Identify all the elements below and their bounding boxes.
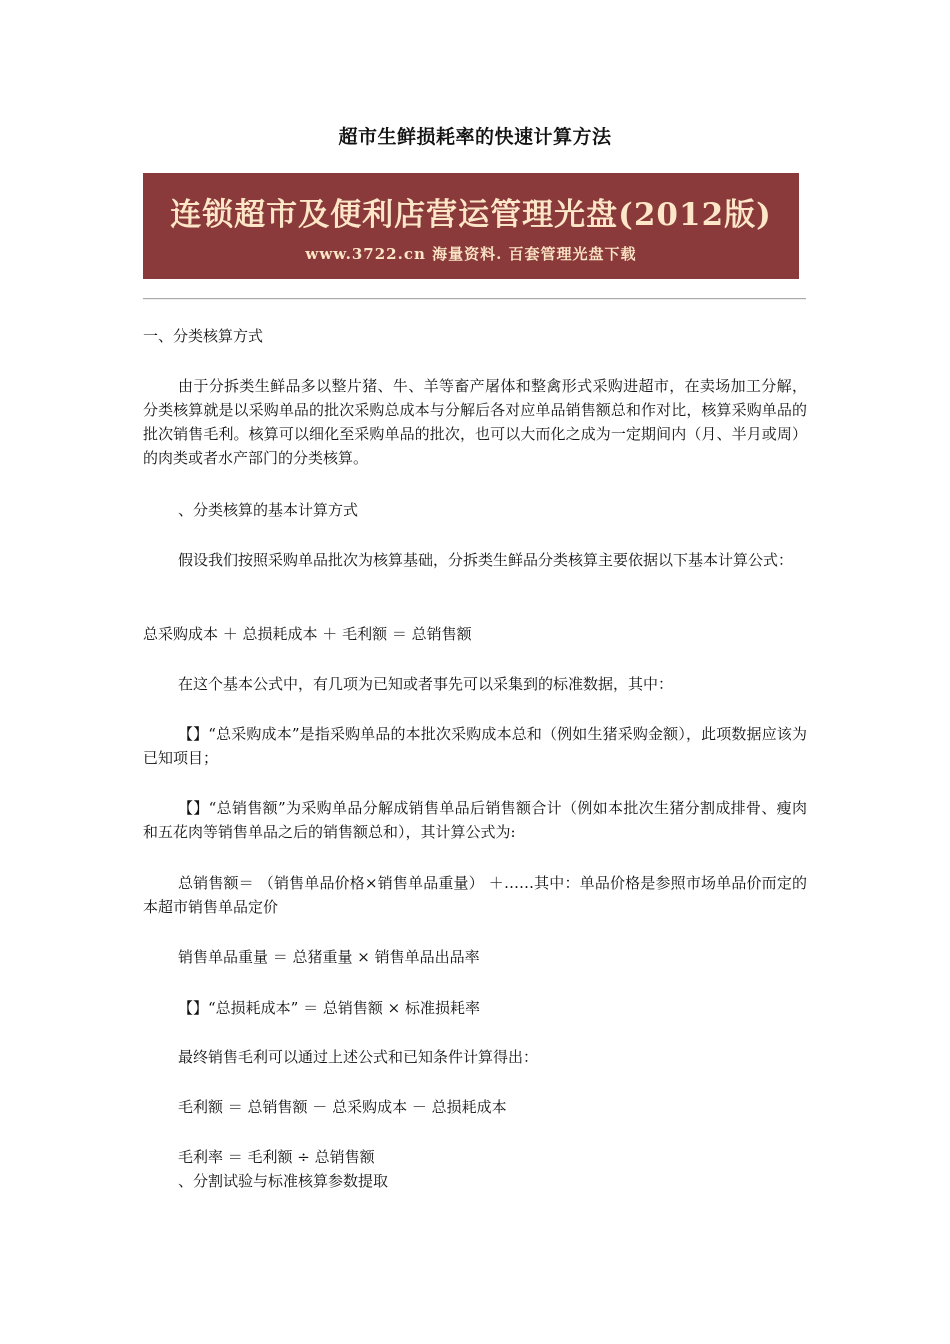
formula: 毛利率 ＝ 毛利额 ÷ 总销售额: [178, 1148, 375, 1166]
formula: 销售单品重量 ＝ 总猪重量 × 销售单品出品率: [178, 948, 480, 966]
section-heading: 、分类核算的基本计算方式: [178, 501, 359, 519]
formula: 总销售额＝ （销售单品价格×销售单品重量） ＋……其中：单品价格是参照市场单品价而定的本超市销售单品定价: [143, 874, 807, 916]
banner-ad[interactable]: [143, 173, 799, 279]
page-title: 超市生鲜损耗率的快速计算方法: [338, 126, 612, 148]
formula: 【】“总损耗成本” ＝ 总销售额 × 标准损耗率: [178, 999, 480, 1017]
section-heading: 一、分类核算方式: [143, 327, 264, 345]
formula: 总采购成本 ＋ 总损耗成本 ＋ 毛利额 ＝ 总销售额: [143, 625, 472, 643]
section-heading: 、分割试验与标准核算参数提取: [178, 1172, 389, 1190]
formula: 毛利额 ＝ 总销售额 － 总采购成本 － 总损耗成本: [178, 1098, 507, 1116]
paragraph: 在这个基本公式中，有几项为已知或者事先可以采集到的标准数据，其中：: [178, 675, 674, 693]
paragraph: 最终销售毛利可以通过上述公式和已知条件计算得出：: [178, 1048, 539, 1066]
paragraph: 假设我们按照采购单品批次为核算基础，分拆类生鲜品分类核算主要依据以下基本计算公式：: [178, 551, 794, 569]
paragraph: 【】“总采购成本”是指采购单品的本批次采购成本总和（例如生猪采购金额），此项数据应该为已知项目；: [143, 725, 807, 767]
paragraph: 由于分拆类生鲜品多以整片猪、牛、羊等畜产屠体和整禽形式采购进超市，在卖场加工分解，分类核算就是以采购单品的批次采购总成本与分解后各对应单品销售额总和作对比，核算采购单品的批次销售毛利。核算可以细化至采购单品的批次，也可以大而化之成为一定期间内（月、半月或周）的肉类或者水产部门的分类核算。: [143, 377, 807, 467]
banner-headline: 连锁超市及便利店营运管理光盘(2012版): [170, 197, 772, 233]
banner-subline: www.3722.cn 海量资料. 百套管理光盘下载: [305, 245, 637, 263]
divider: [143, 298, 806, 300]
paragraph: 【】“总销售额”为采购单品分解成销售单品后销售额合计（例如本批次生猪分割成排骨、瘦肉和五花肉等销售单品之后的销售额总和），其计算公式为:: [143, 799, 807, 841]
